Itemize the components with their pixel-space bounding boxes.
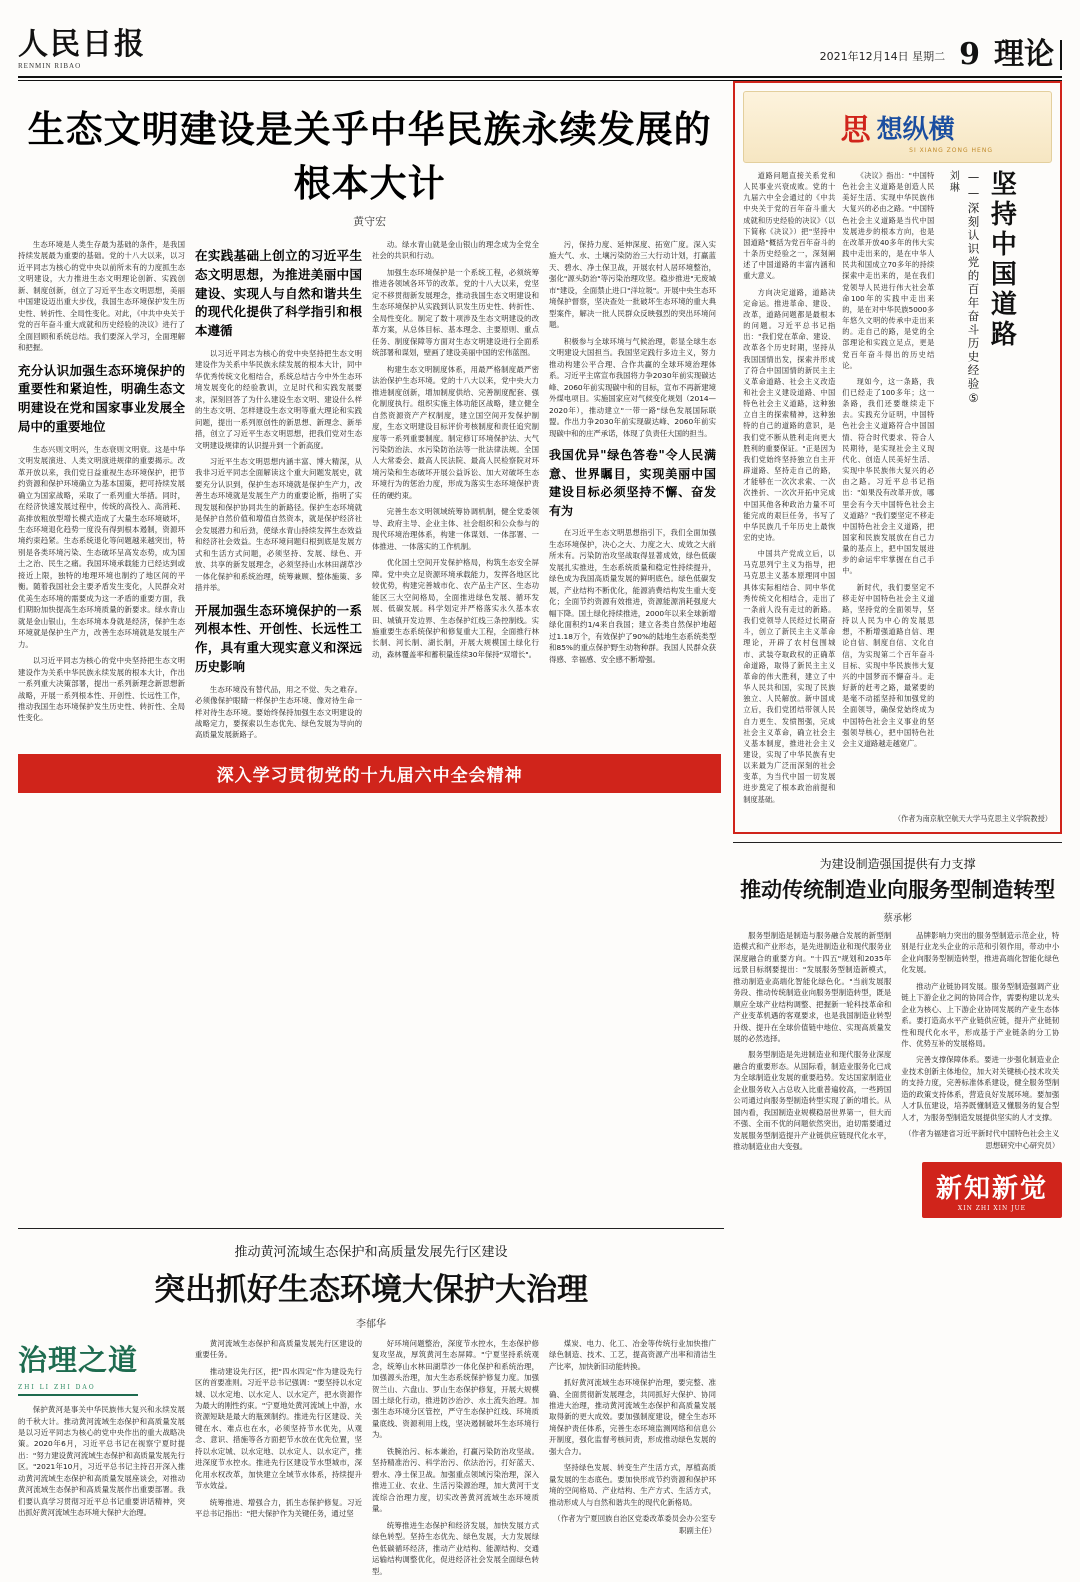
article2-divider (18, 1228, 724, 1229)
paragraph: 煤炭、电力、化工、冶金等传统行业加快推广绿色制造、技术、工艺，提高资源产出率和清洁生产比率，加快新旧动能转换。 (549, 1338, 716, 1371)
article2-headline: 突出抓好生态环境大保护大治理 (154, 1271, 588, 1308)
paragraph: 习近平生态文明思想内涵丰富、博大精深，从我非习近平同志全面解读这个重大问题发展史，就要充分认识到，保护生态环境就是保护生产力，改善生态环境就是发展生产力的重要论断，指明了实现发展和保护协同共生的新路径。保护生态环境就是保护自然价值和增值自然资本，就是保护经济社会发展潜力和后劲，使绿水青山持续发挥生态效益和经济社会效益。生态环境问题归根到底是发展方式和生活方式问题，必须坚持、发展、绿色、开放、共享的新发展理念，必须坚持山水林田湖草沙一体化保护和系统治理，统筹兼顾、整体施策、多措并举。 (195, 456, 362, 593)
article1-subhead-1: 充分认识加强生态环境保护的重要性和紧迫性，明确生态文明建设在党和国家事业发展全局中的重要地位 (18, 362, 185, 434)
article1-col-3 (372, 239, 539, 746)
paragraph: 现如今，这一条路，我们已经走了100多年；这一条路，我们还要继续走下去。实践充分证明，中国特色社会主义道路符合中国国情、符合时代要求、符合人民期待，是实现社会主义现代化、创造人民美好生活、实现中华民族伟大复兴的必由之路。习近平总书记指出："如果没有改革开放，哪里会有今天中国特色社会主义道路？"我们要坚定不移走中国特色社会主义道路，把国家和民族发展放在自己力量的基点上，把中国发展进步的命运牢牢掌握在自己手中。 (842, 376, 935, 576)
paragraph: 《决议》指出："中国特色社会主义道路是创造人民美好生活、实现中华民族伟大复兴的必由之路。"中国特色社会主义道路是当代中国发展进步的根本方向，也是在改革开放40多年的伟大实践中走出来的，是在中华人民共和国成立70多年的持续探索中走出来的，是在我们党领导人民进行伟大社会革命100年的实践中走出来的，是在对中华民族5000多年悠久文明的传承中走出来的。走自己的路，是党的全部理论和实践立足点，更是党百年奋斗得出的历史结论。 (842, 171, 935, 370)
article1-col-2 (195, 239, 362, 746)
paragraph: 抓好黄河流域生态环境保护治理，要完整、准确、全面贯彻新发展理念，共同抓好大保护、协同推进大治理，推动黄河流域生态保护和高质量发展取得新的更大成效。要加强制度建设，健全生态环境保护责任体系，完善生态环境监测网络和信息公开制度，强化监督考核问责，形成推动绿色发展的强大合力。 (549, 1378, 716, 1456)
article1-col-1 (18, 239, 185, 746)
redbox-title: 坚持中国道路 (986, 170, 1017, 350)
redbox-col-1 (743, 170, 835, 810)
article2-columns (18, 1338, 724, 1582)
paragraph: 生态兴则文明兴，生态衰则文明衰。这是中华文明发展演进、人类文明演进规律的重要揭示。改革开放以来，我们党日益重视生态环境保护，把节约资源和保护环境确立为基本国策，把可持续发展确立为国家战略，采取了一系列重大举措。同时，在经济快速发展过程中，传统的高投入、高消耗、高排放粗放型增长模式造成了大量生态环境破坏，生态环境退化趋势一度没有得到根本遏制，资源环境约束趋紧。生态系统退化等问题越来越突出，特别是各类环境污染、生态破坏呈高发态势，成为国土之治、民生之痛。我国环境承载能力已经达到或接近上限，独特的地理环境也制约了地区间的平衡。随着我国社会主要矛盾发生变化，人民群众对优美生态环境的需要成为这一矛盾的重要方面，我们期盼加快提高生态环境质量的新要求。绿水青山就是金山银山，生态环境本身就是经济，保护生态环境就是保护生产力，改善生态环境就是发展生产力。 (18, 444, 185, 649)
paragraph: 新时代，我们要坚定不移走好中国特色社会主义道路，坚持党的全面领导，坚持以人民为中心的发展思想，不断增强道路自信、理论自信、制度自信、文化自信，为实现第二个百年奋斗目标、实现中华民族伟大复兴的中国梦而不懈奋斗。走好新的赶考之路，最紧要的是毫不动摇坚持和加强党的全面领导，确保党始终成为中国特色社会主义事业的坚强领导核心，把中国特色社会主义道路越走越宽广。 (842, 582, 935, 748)
paragraph: 好环境问题整治，深度节水控水，生态保护修复攻坚战，厚筑黄河生态屏障。"宁夏坚持系统观念，统筹山水林田湖草沙一体化保护和系统治理，加强源头治理，加大生态系统保护修复力度。加强贺兰山、六盘山、罗山生态保护修复，开展大规模国土绿化行动，推进防沙治沙、水土流失治理。加强生态环境分区管控，严守生态保护红线、环境质量底线、资源利用上线，坚决遏制破坏生态环境行为。 (372, 1338, 539, 1440)
paragraph: 完善支撑保障体系。要进一步强化制造业企业技术创新主体地位，加大对关键核心技术攻关的支持力度，完善标准体系建设，健全服务型制造的政策支持体系，营造良好发展环境。要加强人才队伍建设，培养既懂制造又懂服务的复合型人才，为服务型制造发展提供坚实的人才支撑。 (901, 1055, 1060, 1122)
sixiangzongheng-box (733, 81, 1062, 834)
paragraph: 统筹推进生态保护和经济发展，加快发展方式绿色转型。坚持生态优先、绿色发展，大力发展绿色低碳循环经济，推动产业结构、能源结构、交通运输结构调整优化，促进经济社会发展全面绿色转型。 (372, 1520, 539, 1576)
article2-source: （作者为宁夏回族自治区党委改革委员会办公室专职副主任） (553, 1514, 716, 1535)
paragraph: 推动建设先行区，把"四水四定"作为建设先行区的首要准则。习近平总书记强调："要坚持以水定城、以水定地、以水定人、以水定产，把水资源作为最大的刚性约束。"宁夏地处黄河流域上中游，水资源短缺是最大的瓶颈制约。推进先行区建设、关键在水、难点也在水，必须坚持节水优先，从观念、意识、措施等各方面把节水放在优先位置，坚持以水定城、以水定地、以水定人、以水定产，推进深度节水控水。推进先行区建设节水型城市，深化用水权改革，加快建立全域节水体系，持续提升节水效益。 (195, 1366, 362, 1491)
issue-date: 2021年12月14日 星期二 (819, 50, 946, 63)
article3-col-1 (733, 930, 891, 1158)
article2-kicker: 推动黄河流域生态保护和高质量发展先行区建设 (234, 1244, 508, 1260)
article3-headline: 推动传统制造业向服务型制造转型 (740, 876, 1056, 902)
redbox-col-2 (842, 170, 934, 810)
paragraph: 坚持绿色发展、转变生产生活方式，厚植高质量发展的生态底色。要加快形成节约资源和保护环境的空间格局、产业结构、生产方式、生活方式，推动形成人与自然和谐共生的现代化新格局。 (549, 1463, 716, 1507)
xinzhixinjue-pinyin: XIN ZHI XIN JUE (957, 1204, 1027, 1212)
article1-col-4 (549, 239, 716, 746)
redbox-author: 刘琳 (947, 170, 959, 194)
banner-char-1: 思 (840, 113, 871, 148)
paragraph: 以习近平同志为核心的党中央坚持把生态文明建设作为关系中华民族永续发展的根本大计，同中华优秀传统文化相结合，系统总结古今中外生态环境发展变化的经验教训，立足时代和实践发展要求，深刻回答了为什么建设生态文明、建设什么样的生态文明、怎样建设生态文明等重大理论和实践问题，提出一系列原创性的新思想、新理念、新举措，创立了习近平生态文明思想，把我们党对生态文明建设规律的认识提升到一个新高度。 (195, 348, 362, 450)
paragraph: 中国共产党成立后，以马克思列宁主义为指导，把马克思主义基本原理同中国具体实际相结合、同中华优秀传统文化相结合，走出了一条前人没有走过的新路。我们党领导人民经过长期奋斗，创立了新民主主义革命理论，开辟了农村包围城市、武装夺取政权的正确革命道路，取得了新民主主义革命的伟大胜利，建立了中华人民共和国，实现了民族独立、人民解放。新中国成立后，我们党团结带领人民自力更生、发愤图强，完成社会主义革命，确立社会主义基本制度，推进社会主义建设，实现了中华民族有史以来最为广泛而深刻的社会变革，为当代中国一切发展进步奠定了根本政治前提和制度基础。 (743, 549, 836, 804)
paragraph: 推动产业链协同发展。服务型制造强调产业链上下游企业之间的协同合作，需要构建以龙头企业为核心、上下游企业协同发展的产业生态体系。要打造高水平产业链供应链，提升产业链韧性和现代化水平，形成基于产业链条的分工协作、优势互补的发展格局。 (901, 981, 1060, 1048)
paragraph: 加强生态环境保护是一个系统工程，必须统筹推进各领域各环节的改革。党的十八大以来，党坚定不移贯彻新发展理念，推动我国生态文明建设和生态环境保护从实践到认识发生历史性、转折性、全局性变化。制定了数十项涉及生态文明建设的改革方案，从总体目标、基本理念、主要原则、重点任务、制度保障等方面对生态文明建设进行全面系统部署和谋划，壁画了建设美丽中国的宏伟蓝图。 (372, 267, 539, 358)
article3-byline: 蔡承彬 (883, 912, 912, 924)
paragraph: 铁腕治污、标本兼治，打赢污染防治攻坚战。坚持精准治污、科学治污、依法治污，打好蓝天、碧水、净土保卫战。加强重点领域污染治理，深入推进工业、农业、生活污染源治理，加大黄河干支流综合治理力度，切实改善黄河流域生态环境质量。 (372, 1446, 539, 1514)
paragraph: 完善生态文明领域统筹协调机制，健全党委领导、政府主导、企业主体、社会组织和公众参与的现代环境治理体系，构建一体谋划、一体部署、一体推进、一体落实的工作机制。 (372, 507, 539, 551)
section-title: 理论 (994, 40, 1062, 70)
article2-col-4 (549, 1338, 716, 1582)
article3-source: （作者为福建省习近平新时代中国特色社会主义思想研究中心研究员） (904, 1129, 1060, 1150)
sixiangzongheng-banner (743, 91, 1052, 163)
paragraph: 以习近平同志为核心的党中央坚持把生态文明建设作为关系中华民族永续发展的根本大计，作出一系列重大决策部署，提出一系列新理念新思想新战略，开展一系列根本性、开创性、长远性工作，推动我国生态环境保护发生历史性、转折性、全局性变化。 (18, 656, 185, 723)
article2-byline: 李郁华 (356, 1318, 386, 1330)
xinzhixinjue-logo (922, 1162, 1062, 1218)
paragraph: 动。绿水青山就是金山银山的理念成为全党全社会的共识和行动。 (372, 240, 539, 261)
paragraph: 保护黄河是事关中华民族伟大复兴和永续发展的千秋大计。推动黄河流域生态保护和高质量发展是以习近平同志为核心的党中央作出的重大战略决策。2020年6月，习近平总书记在视察宁夏时提出："努力建设黄河流域生态保护和高质量发展先行区。"2021年10月，习近平总书记主持召开深入推动黄河流域生态保护和高质量发展座谈会，对推动黄河流域生态保护和高质量发展作出重要部署。我们要认真学习贯彻习近平总书记重要讲话精神，突出抓好黄河流域生态环境大保护大治理。 (18, 1405, 185, 1518)
zhilizhidao-pinyin: ZHI LI ZHI DAO (18, 1383, 96, 1391)
paragraph: 优化国土空间开发保护格局，构筑生态安全屏障。党中央立足资源环境承载能力，发挥各地区比较优势，构建完善城市化、农产品主产区、生态功能区三大空间格局，全面推进绿色发展、循环发展、低碳发展。科学划定并严格落实永久基本农田、城镇开发边界、生态保护红线三条控制线。实施重要生态系统保护和修复重大工程，全面推行林长制、河长制、湖长制，开展大规模国土绿化行动，森林覆盖率和蓄积量连续30年保持"双增长"。 (372, 558, 539, 659)
article1-subhead-2: 在实践基础上创立的习近平生态文明思想，为推进美丽中国建设、实现人与自然和谐共生的现代化提供了科学指引和根本遵循 (195, 248, 362, 338)
paragraph: 生态环境是人类生存最为基础的条件，是我国持续发展最为重要的基础。党的十八大以来，以习近平同志为核心的党中央以前所未有的力度抓生态文明建设，大力推进生态文明理论创新、实践创新、制度创新，创立了习近平生态文明思想，美丽中国建设迈出重大步伐，我国生态环境保护发生历史性、转折性、全局性变化。对此，《中共中央关于党的百年奋斗重大成就和历史经验的决议》进行了全面回顾和系统总结。我们要深入学习，全面理解和把握。 (18, 240, 185, 353)
page-number: 9 (959, 37, 980, 72)
paper-name: 人民日报 (18, 27, 146, 62)
article1-subhead-3: 开展加强生态环境保护的一系列根本性、开创性、长远性工作，具有重大现实意义和深远历史影响 (195, 602, 362, 674)
paragraph: 污，保持力度、延伸深度、拓宽广度。深入实施大气、水、土壤污染防治三大行动计划，打赢蓝天、碧水、净土保卫战，开展农村人居环境整治，强化"源头防治"等污染治理攻坚。稳步推进"无废城市"建设，全面禁止进口"洋垃圾"。开展中央生态环境保护督察，坚决查处一批破坏生态环境的重大典型案件，解决一批人民群众反映强烈的突出环境问题。 (549, 240, 716, 330)
paper-logo (18, 27, 146, 70)
paragraph: 统筹推进、增强合力，抓生态保护修复。习近平总书记指出："把大保护作为关键任务，通过坚 (195, 1497, 362, 1519)
paragraph: 积极参与全球环境与气候治理，彰显全球生态文明建设大国担当。我国坚定践行多边主义，努力推动构建公平合理、合作共赢的全球环境治理体系。习近平主席宣布我国将力争2030年前实现碳达峰、2060年前实现碳中和的目标，宣布不再新建境外煤电项目。实施国家应对气候变化规划（2014—2020年），推动建立"一带一路"绿色发展国际联盟。作出力争2030年前实现碳达峰、2060年前实现碳中和的庄严承诺，体现了负责任大国的担当。 (549, 336, 716, 438)
paragraph: 道路问题直接关系党和人民事业兴衰成败。党的十九届六中全会通过的《中共中央关于党的百年奋斗重大成就和历史经验的决议》（以下简称《决议》）把"坚持中国道路"概括为党百年奋斗的十条历史经验之一，深刻阐述了中国道路的丰富内涵和重大意义。 (743, 171, 836, 281)
paragraph: 黄河流域生态保护和高质量发展先行区建设的重要任务。 (195, 1338, 362, 1360)
banner-char-rest: 想纵横 (876, 114, 955, 145)
zhilizhidao-text: 治理之道 (18, 1342, 139, 1377)
paragraph: 品牌影响力突出的服务型制造示范企业，特别是行业龙头企业的示范和引领作用，带动中小企业向服务型制造转型，推进高端化智能化绿色化发展。 (901, 930, 1060, 975)
article1-byline: 黄守宏 (353, 215, 387, 228)
paragraph: 服务型制造是制造与服务融合发展的新型制造模式和产业形态，是先进制造业和现代服务业深度融合的重要方向。"十四五"规划和2035年远景目标纲要提出："发展服务型制造新模式，推动制造业高端化智能化绿色化。"当前发展服务段、推动传统制造业向服务型制造转型，既是顺应全球产业结构调整、把握新一轮科技革命和产业变革机遇的客观要求，也是我国制造业转型升级、提升在全球价值链中地位、实现高质量发展的必然选择。 (733, 930, 892, 1043)
article2-col-1 (18, 1338, 185, 1582)
paragraph: 构建生态文明制度体系，用最严格制度最严密法治保护生态环境。党的十八大以来，党中央大力推进制度创新，增加制度供给、完善制度配套、强化制度执行。组织实施主体功能区战略，建立健全自然资源资产产权制度，建立国空间开发保护制度，生态文明建设目标评价考核制度和责任追究制度等一系列重要制度。制定修订环境保护法、大气污染防治法、水污染防治法等一批法律法规。全国人大常委会、最高人民法院、最高人民检察院对环境污染和生态破坏开展公益诉讼、加大对破坏生态环境行为的惩治力度，形成为落实生态环境保护责任的硬约束。 (372, 364, 539, 500)
xinzhixinjue-text: 新知新觉 (935, 1173, 1048, 1204)
masthead-rule (18, 76, 1062, 78)
article3-kicker: 为建设制造强国提供有力支撑 (819, 856, 976, 871)
article3-col-2 (901, 930, 1059, 1158)
article1-headline: 生态文明建设是关乎中华民族永续发展的根本大计 (27, 107, 712, 205)
paragraph: 在习近平生态文明思想指引下，我们全面加强生态环境保护，决心之大、力度之大、成效之大前所未有。污染防治攻坚战取得显著成效，绿色低碳发展扎实推进，生态系统质量和稳定性持续提升，绿色成为我国高质量发展的鲜明底色。绿色低碳发展，产业结构不断优化，能源消费结构发生重大变化；全面节约资源有效推进，资源能源消耗强度大幅下降。国土绿化持续推进，2000年以来全球新增绿化面积约1/4来自我国；建立各类自然保护地超过1.18万个，有效保护了90%的陆地生态系统类型和85%的重点保护野生动物种群。我国人民群众获得感、幸福感、安全感不断增强。 (549, 528, 716, 664)
article2-col-2 (195, 1338, 362, 1582)
banner-pinyin: SI XIANG ZONG HENG (909, 147, 993, 154)
masthead (18, 0, 1062, 70)
redbox-subtitle: ——深刻认识党的百年奋斗历史经验⑤ (966, 170, 981, 407)
masthead-right (819, 37, 1062, 72)
paper-name-en: RENMIN RIBAO (18, 62, 82, 70)
article1-pullquote: 我国优异"绿色答卷"令人民满意、世界瞩目，实现美丽中国建设目标必须坚持不懈、奋发有为 (549, 447, 716, 518)
article1-columns (18, 239, 721, 746)
zhilizhidao-logo (18, 1338, 138, 1396)
paragraph: 方向决定道路，道路决定命运。推进革命、建设、改革，道路问题都是最根本的问题。习近平总书记指出："我们党在革命、建设、改革各个历史时期，坚持从我国国情出发，探索并形成了符合中国国情的新民主主义革命道路、社会主义改造和社会主义建设道路、中国特色社会主义道路，这种独立自主的探索精神，这种独特的自己的道路的意识，是我们党不断从胜利走向更大胜利的重要保证。"正是因为我们党始终坚持独立自主开辟道路、坚持走自己的路，才能够在一次次求索、一次次挫折、一次次开拓中完成中国其他各种政治力量不可能完成的艰巨任务，书写了中华民族几千年历史上最恢宏的史诗。 (743, 287, 836, 542)
article2-col-3 (372, 1338, 539, 1582)
campaign-banner: 深入学习贯彻党的十九届六中全会精神 (18, 754, 721, 793)
redbox-source: （作者为南京航空航天大学马克思主义学院教授） (893, 813, 1052, 823)
paragraph: 服务型制造是先进制造业和现代服务业深度融合的重要形态。从国际看，制造业服务化已成为全球制造业发展的重要趋势。发达国家制造业企业服务收入占总收入比重普遍较高，一些跨国公司通过向服务型制造转型实现了新的增长。从国内看，我国制造业规模稳居世界第一，但大而不强、全而不优的问题依然突出，迫切需要通过发展服务型制造提升产业链供应链现代化水平，推动制造业由大变强。 (733, 1050, 892, 1152)
paragraph: 生态环境没有替代品，用之不觉、失之难存。必须像保护眼睛一样保护生态环境、像对待生命一样对待生态环境。要始终保持加强生态文明建设的战略定力，要探索以生态优先、绿色发展为导向的高质量发展新路子。 (195, 684, 362, 740)
